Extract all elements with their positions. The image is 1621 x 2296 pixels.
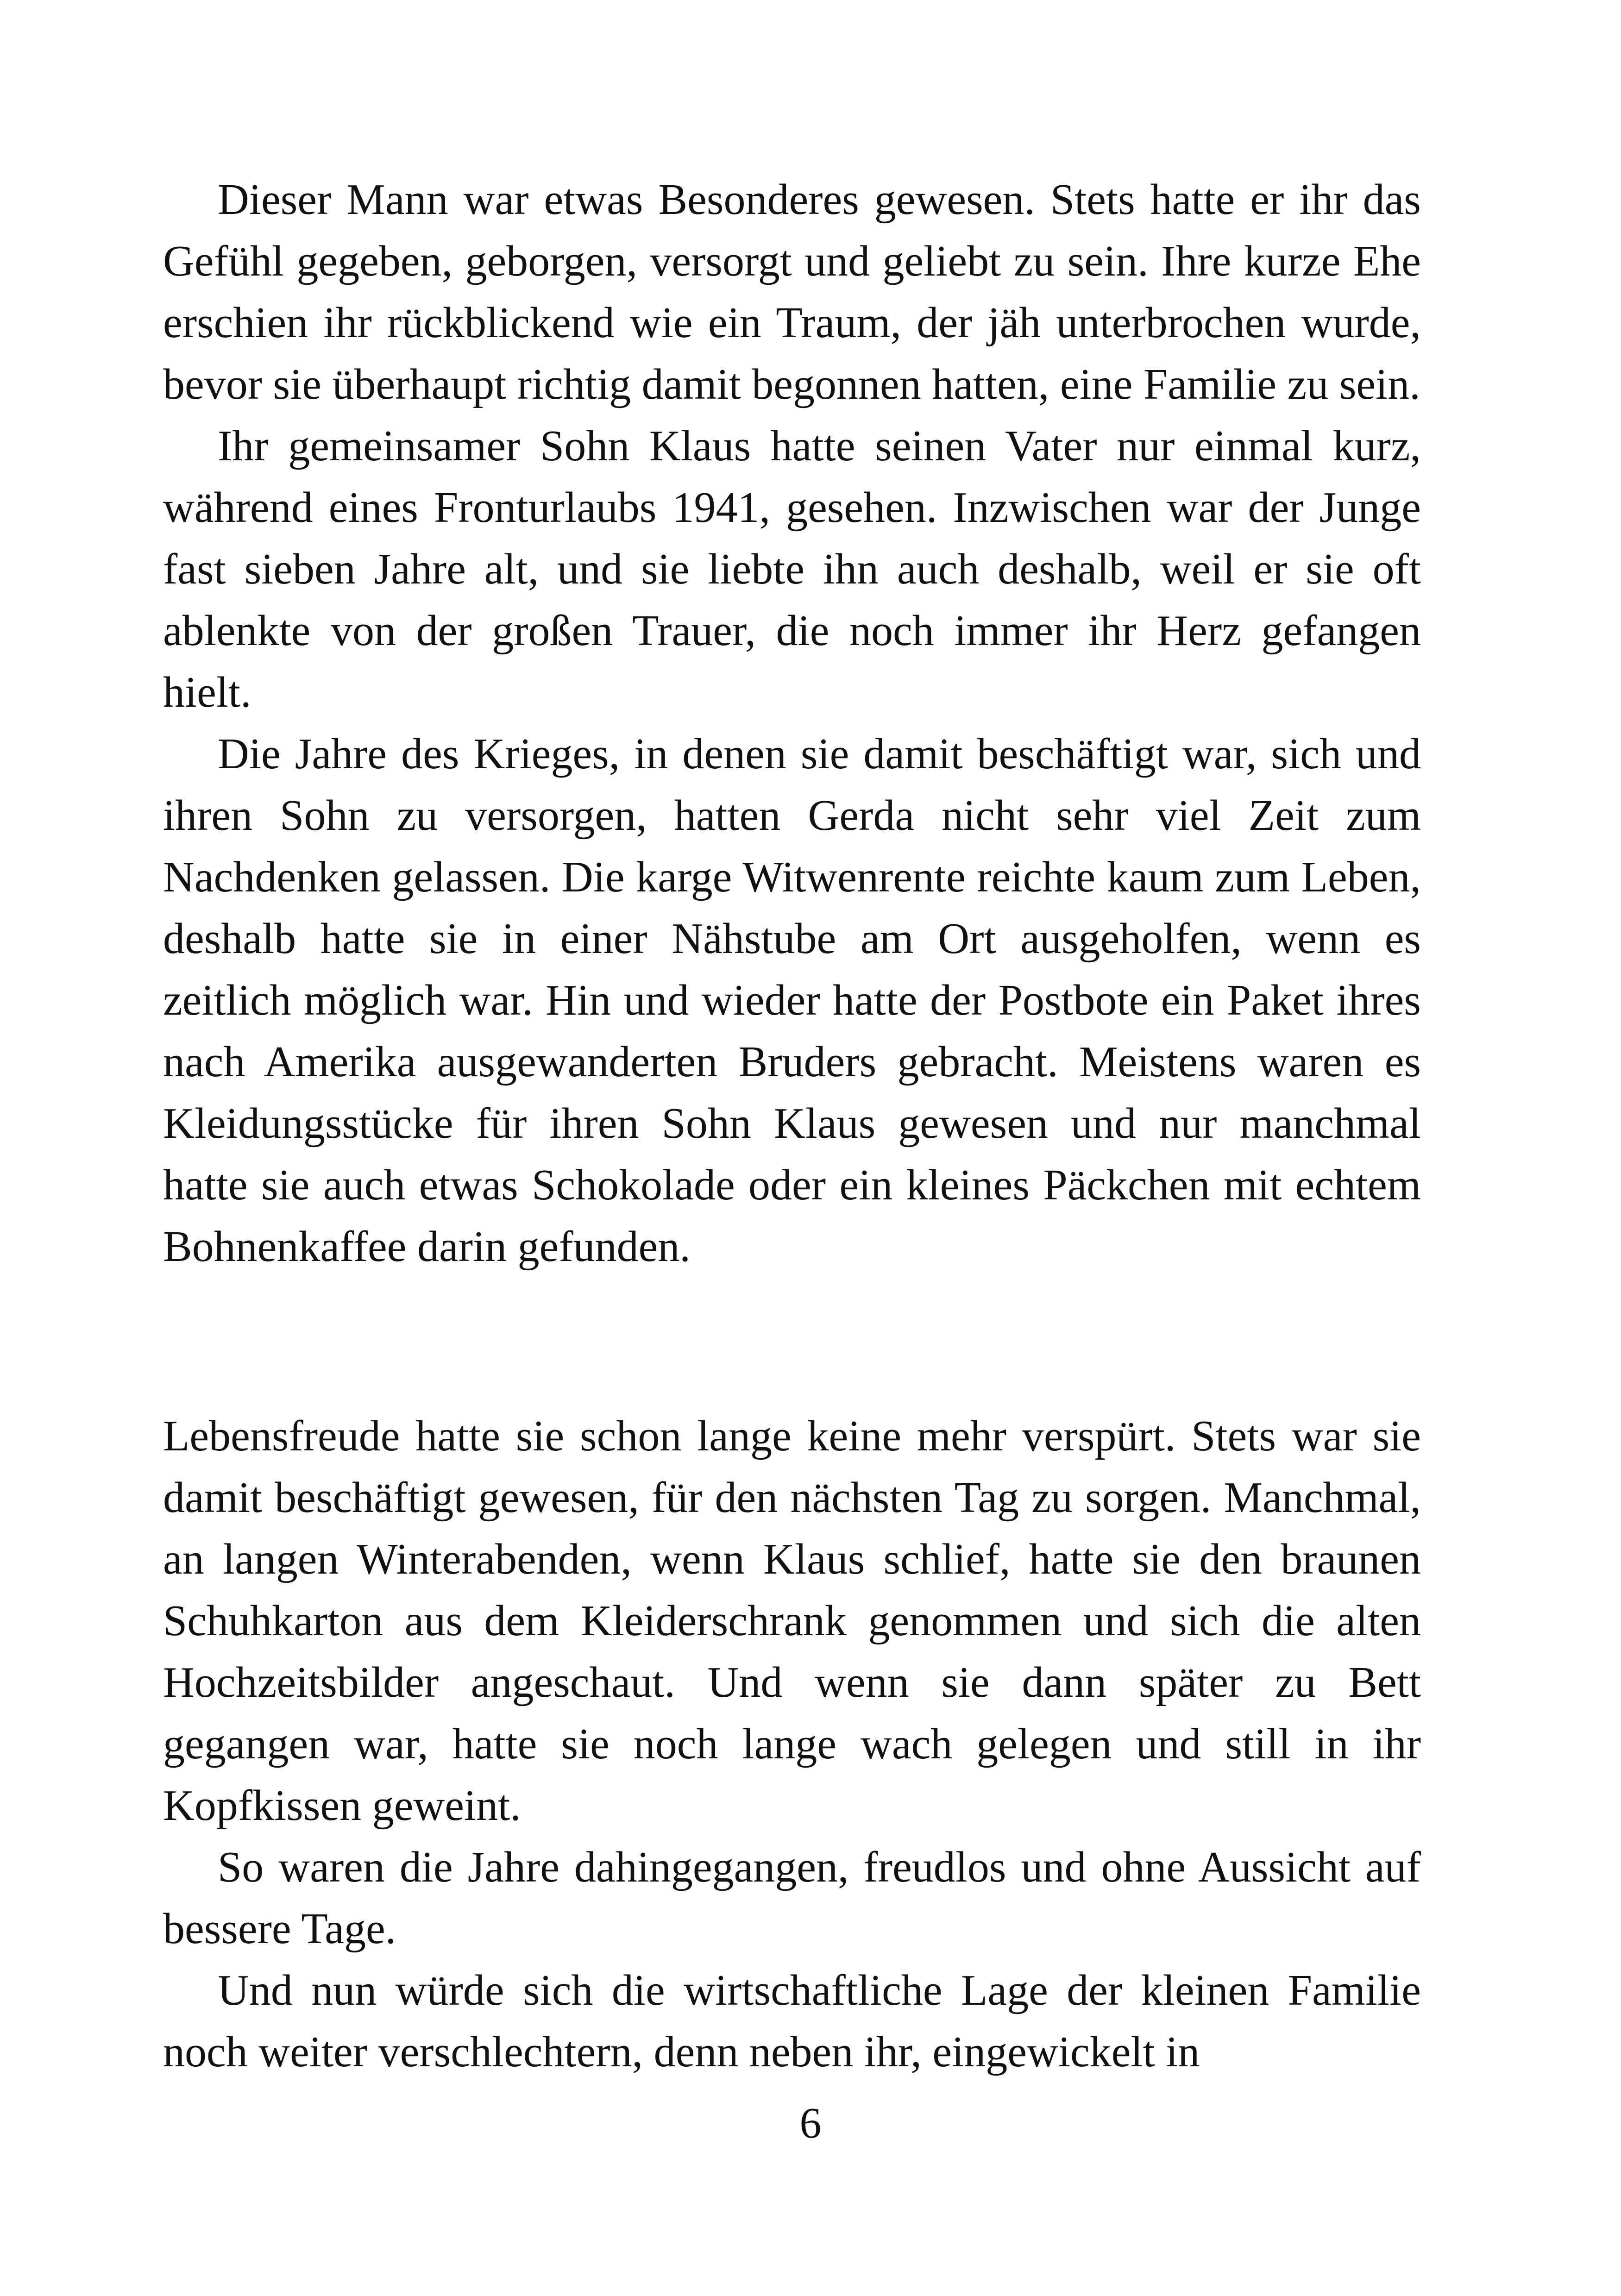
paragraph: Und nun würde sich die wirtschaftliche Lage der kleinen Familie noch weiter verschlechtern, denn neben ihr, eingewickelt in [163, 1966, 1421, 2076]
paragraph: Die Jahre des Krieges, in denen sie damit beschäftigt war, sich und ihren Sohn zu versorgen, hatten Gerda nicht sehr viel Zeit zum Nachdenken gelassen. Die karge Witwenrente reichte kaum zum Leben, deshalb hatte sie in einer Nähstube am Ort ausgeholfen, wenn es zeitlich möglich war. Hin und wieder hatte der Postbote ein Paket ihres nach Amerika ausgewanderten Bruders gebracht. Meistens waren es Kleidungsstücke für ihren Sohn Klaus gewesen und nur manchmal hatte sie auch etwas Schokolade oder ein kleines Päckchen mit echtem Bohnenkaffee darin gefunden. [163, 730, 1421, 1271]
page-number: 6 [799, 2099, 822, 2147]
paragraph: Dieser Mann war etwas Besonderes gewesen. Stets hatte er ihr das Gefühl gegeben, geborgen, versorgt und geliebt zu sein. Ihre kurze Ehe erschien ihr rückblickend wie ein Traum, der jäh unterbrochen wurde, bevor sie überhaupt richtig damit begonnen hatten, eine Familie zu sein. [163, 176, 1421, 408]
paragraph: So waren die Jahre dahingegangen, freudlos und ohne Aussicht auf bessere Tage. [163, 1843, 1421, 1953]
paragraph: Ihr gemeinsamer Sohn Klaus hatte seinen Vater nur einmal kurz, während eines Fronturlaubs 1941, gesehen. Inzwischen war der Junge fast sieben Jahre alt, und sie liebte ihn auch deshalb, weil er sie oft ablenkte von der großen Trauer, die noch immer ihr Herz gefangen hielt. [163, 422, 1421, 716]
text-section-2 [163, 1405, 1421, 2083]
text-section-1 [163, 169, 1421, 1278]
paragraph: Lebensfreude hatte sie schon lange keine mehr verspürt. Stets war sie damit beschäftigt gewesen, für den nächsten Tag zu sorgen. Manchmal, an langen Winterabenden, wenn Klaus schlief, hatte sie den braunen Schuhkarton aus dem Kleiderschrank genommen und sich die alten Hochzeitsbilder angeschaut. Und wenn sie dann später zu Bett gegangen war, hatte sie noch lange wach gelegen und still in ihr Kopfkissen geweint. [163, 1412, 1421, 1830]
